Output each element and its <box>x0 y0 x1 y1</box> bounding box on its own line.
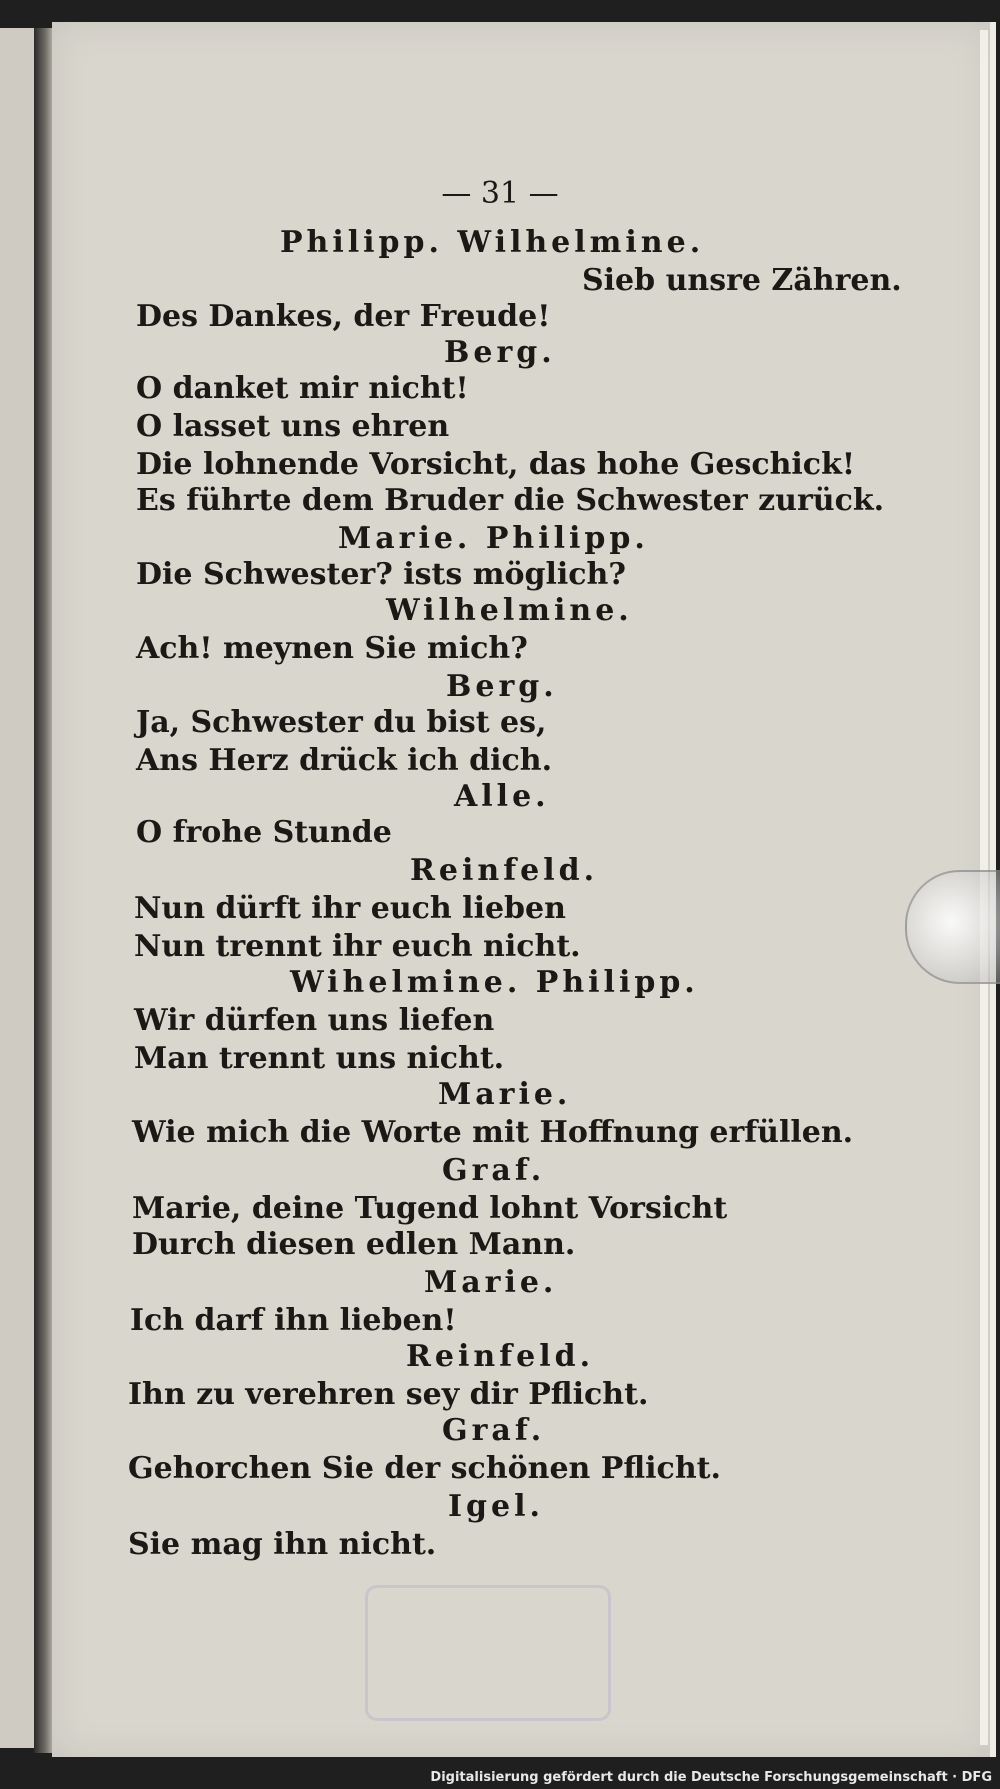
verse-line: Ans Herz drück ich dich. <box>136 743 553 778</box>
speaker-name: Reinfeld. <box>406 1339 595 1374</box>
verse-line: Die lohnende Vorsicht, das hohe Geschick! <box>136 447 856 482</box>
verse-line: Nun dürft ihr euch lieben <box>134 891 566 926</box>
digitization-footer: Digitalisierung gefördert durch die Deutsche Forschungsgemeinschaft · DFG <box>430 1770 992 1785</box>
verse-line: Ach! meynen Sie mich? <box>136 631 528 666</box>
speaker-name: Berg. <box>444 335 556 370</box>
speaker-name: Alle. <box>454 779 550 814</box>
verse-line: O danket mir nicht! <box>136 371 469 406</box>
verse-line: Es führte dem Bruder die Schwester zurück. <box>136 483 885 518</box>
speaker-name: Marie. Philipp. <box>338 521 649 556</box>
verse-line: Wie mich die Worte mit Hoffnung erfüllen. <box>132 1115 854 1150</box>
verse-line: Sieb unsre Zähren. <box>582 263 902 298</box>
speaker-name: Igel. <box>448 1489 544 1524</box>
speaker-name: Graf. <box>442 1153 546 1188</box>
verse-line: Nun trennt ihr euch nicht. <box>134 929 581 964</box>
verse-line: Durch diesen edlen Mann. <box>132 1227 576 1262</box>
verse-line: O frohe Stunde <box>136 815 392 850</box>
speaker-name: Philipp. Wilhelmine. <box>280 225 705 260</box>
verse-line: Ja, Schwester du bist es, <box>136 705 547 740</box>
verse-line: Man trennt uns nicht. <box>134 1041 505 1076</box>
speaker-name: Wilhelmine. <box>386 593 633 628</box>
verse-line: Gehorchen Sie der schönen Pflicht. <box>128 1451 721 1486</box>
page-number: — 31 — <box>441 176 559 211</box>
speaker-name: Berg. <box>446 669 558 704</box>
verse-line: Ich darf ihn lieben! <box>130 1303 457 1338</box>
speaker-name: Marie. <box>424 1265 558 1300</box>
speaker-name: Marie. <box>438 1077 572 1112</box>
verse-line: Die Schwester? ists möglich? <box>136 557 626 592</box>
verse-line: Sie mag ihn nicht. <box>128 1527 437 1562</box>
speaker-name: Reinfeld. <box>410 853 599 888</box>
verse-line: Wir dürfen uns liefen <box>134 1003 495 1038</box>
verse-line: O lasset uns ehren <box>136 409 450 444</box>
verse-line: Marie, deine Tugend lohnt Vorsicht <box>132 1191 728 1226</box>
verse-line: Des Dankes, der Freude! <box>136 299 551 334</box>
speaker-name: Graf. <box>442 1413 546 1448</box>
speaker-name: Wihelmine. Philipp. <box>290 965 699 1000</box>
verse-line: Ihn zu verehren sey dir Pflicht. <box>128 1377 649 1412</box>
